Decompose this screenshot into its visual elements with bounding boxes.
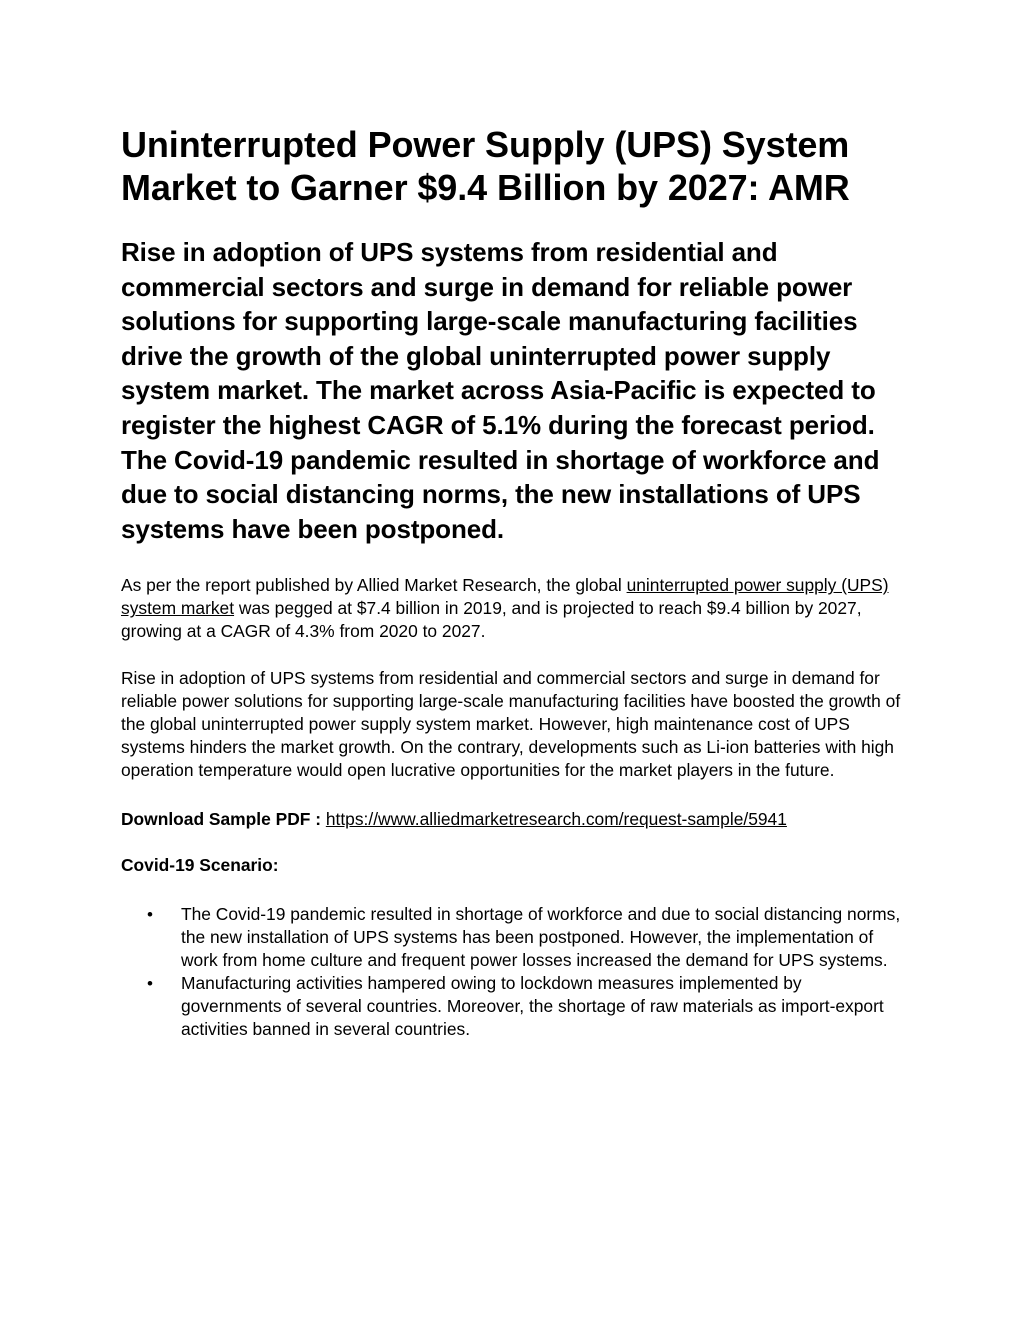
document-page xyxy=(121,123,901,1041)
list-item xyxy=(121,903,901,972)
list-item xyxy=(121,972,901,1041)
download-sample-label: Download Sample PDF : xyxy=(121,809,326,830)
covid-scenario-heading: Covid-19 Scenario: xyxy=(121,855,279,876)
market-report-link[interactable]: uninterrupted power supply (UPS) system market xyxy=(121,575,889,619)
intro-paragraph xyxy=(121,574,901,643)
download-sample-line xyxy=(121,808,901,831)
page-subtitle: Rise in adoption of UPS systems from residential and commercial sectors and surge in demand for reliable power solutions for supporting large-scale manufacturing facilities drive the growth of the global uninterrupted power supply system market. The market across Asia-Pacific is expected to register the highest CAGR of 5.1% during the forecast period. The Covid-19 pandemic resulted in shortage of workforce and due to social distancing norms, the new installations of UPS systems have been postponed. xyxy=(121,237,880,544)
bullet-icon: • xyxy=(147,905,153,925)
page-title: Uninterrupted Power Supply (UPS) System Market to Garner $9.4 Billion by 2027: AMR xyxy=(121,124,850,208)
intro-text-after: was pegged at $7.4 billion in 2019, and is projected to reach $9.4 billion by 2027, growing at a CAGR of 4.3% from 2020 to 2027. xyxy=(121,598,862,642)
bullet-icon: • xyxy=(147,974,153,994)
bullet-text: Manufacturing activities hampered owing to lockdown measures implemented by governments of several countries. Moreover, the shortage of raw materials as import-export activities banned in several countries. xyxy=(181,973,884,1040)
growth-paragraph: Rise in adoption of UPS systems from residential and commercial sectors and surge in demand for reliable power solutions for supporting large-scale manufacturing facilities have boosted the growth of the global uninterrupted power supply system market. However, high maintenance cost of UPS systems hinders the market growth. On the contrary, developments such as Li-ion batteries with high operation temperature would open lucrative opportunities for the market players in the future. xyxy=(121,668,901,781)
covid-bullet-list xyxy=(121,903,901,1041)
download-sample-link[interactable]: https://www.alliedmarketresearch.com/request-sample/5941 xyxy=(325,809,787,830)
intro-text-before: As per the report published by Allied Market Research, the global xyxy=(121,575,627,596)
bullet-text: The Covid-19 pandemic resulted in shortage of workforce and due to social distancing norms, the new installation of UPS systems has been postponed. However, the implementation of work from home culture and frequent power losses increased the demand for UPS systems. xyxy=(181,904,901,971)
